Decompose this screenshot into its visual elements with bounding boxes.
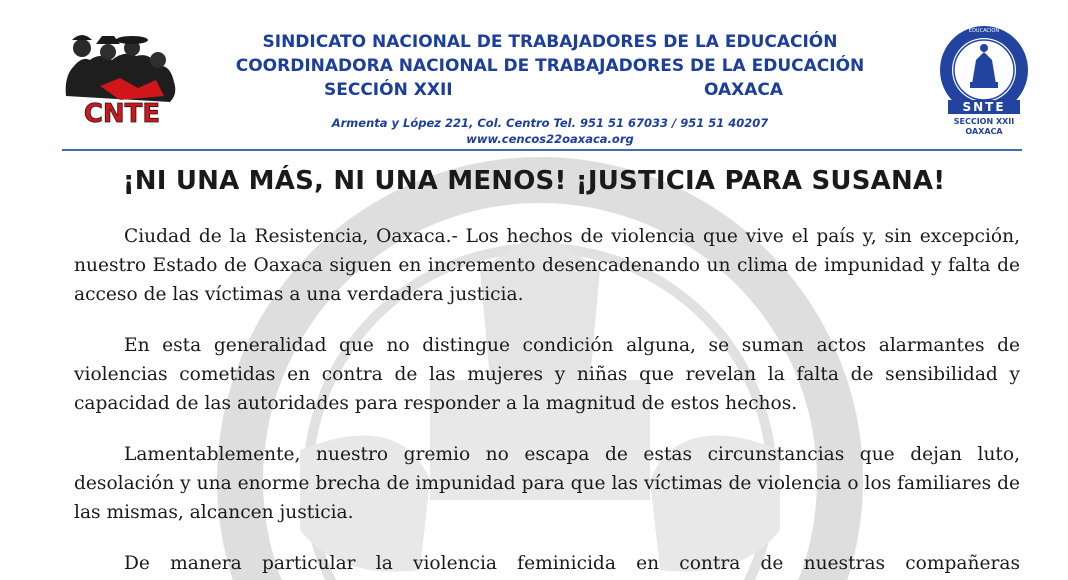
svg-text:OAXACA: OAXACA	[965, 127, 1003, 136]
organization-header	[200, 30, 900, 102]
coordinating-body-name: COORDINADORA NACIONAL DE TRABAJADORES DE LA EDUCACIÓN	[235, 56, 865, 76]
website-link[interactable]: www.cencos22oaxaca.org	[466, 132, 634, 146]
document-body	[74, 222, 1020, 580]
cnte-logo-text: CNTE	[83, 99, 161, 126]
document-title: ¡NI UNA MÁS, NI UNA MENOS! ¡JUSTICIA PARA SUSANA!	[122, 166, 946, 196]
paragraph-3: Lamentablemente, nuestro gremio no escapa de estas circunstancias que dejan luto, desolación y una enorme brecha de impunidad para que las víctimas de violencia o los familiares de las mismas, alcancen justicia.	[74, 444, 1020, 523]
svg-text:SNTE: SNTE	[962, 100, 1006, 114]
svg-text:EDUCACION: EDUCACION	[968, 28, 1000, 34]
header-divider	[62, 149, 1022, 151]
section-line	[200, 78, 900, 102]
snte-seal	[932, 22, 1036, 138]
cnte-logo	[60, 26, 190, 126]
paragraph-2: En esta generalidad que no distingue condición alguna, se suman actos alarmantes de violencias cometidas en contra de las mujeres y niñas que revelan la falta de sensibilidad y capacidad de las autoridades para responder a la magnitud de estos hechos.	[74, 335, 1020, 414]
section-label: SECCIÓN XXII	[324, 80, 453, 100]
paragraph-1: Ciudad de la Resistencia, Oaxaca.- Los hechos de violencia que vive el país y, sin excepción, nuestro Estado de Oaxaca siguen en incremento desencadenando un clima de impunidad y falta de acceso de las víctimas a una verdadera justicia.	[74, 226, 1020, 305]
city-label: OAXACA	[704, 80, 784, 100]
paragraph-4: De manera particular la violencia feminicida en contra de nuestras compañeras	[124, 553, 1020, 574]
contact-info	[200, 115, 900, 147]
address-phone: Armenta y López 221, Col. Centro Tel. 951 51 67033 / 951 51 40207	[331, 116, 769, 130]
svg-text:SECCION XXII: SECCION XXII	[953, 117, 1015, 126]
union-name: SINDICATO NACIONAL DE TRABAJADORES DE LA EDUCACIÓN	[262, 32, 838, 52]
